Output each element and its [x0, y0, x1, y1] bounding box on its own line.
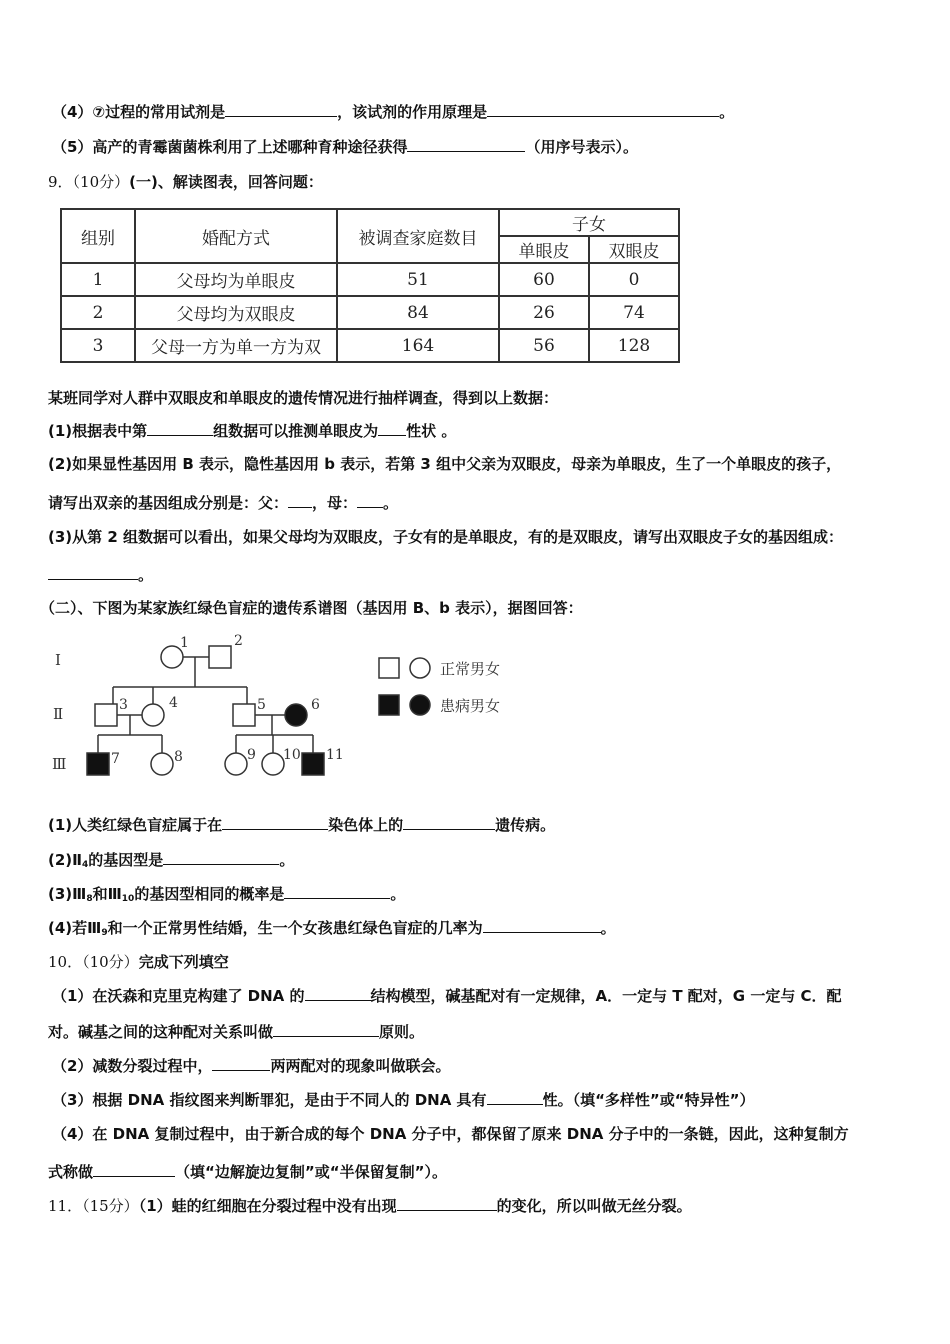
pedigree-chart [40, 625, 540, 785]
person-number: 8 [174, 749, 183, 765]
q10-part2: （2）减数分裂过程中， 两两配对的现象叫做联会。 [52, 1057, 451, 1075]
table-subheader: 双眼皮 [589, 236, 679, 263]
person-number: 1 [180, 635, 189, 651]
table-row: 2 父母均为双眼皮 84 26 74 [61, 296, 679, 329]
answer-blank[interactable] [407, 137, 525, 152]
person-number: 3 [119, 697, 128, 713]
person-number: 7 [111, 751, 120, 767]
table-header: 婚配方式 [135, 209, 337, 263]
person-5 [233, 704, 255, 726]
q10-part4-line2: 式称做 （填“边解旋边复制”或“半保留复制”）。 [48, 1163, 447, 1181]
q10-part1-line2: 对。碱基之间的这种配对关系叫做 原则。 [48, 1023, 425, 1041]
table-header: 子女 [499, 209, 679, 236]
person-number: 5 [257, 697, 266, 713]
q9-sub3-line2: 。 [48, 565, 153, 585]
answer-blank[interactable] [487, 1090, 543, 1105]
q10-part1-line1: （1）在沃森和克里克构建了 DNA 的 结构模型，碱基配对有一定规律，A．一定与 T 配对，G 一定与 C．配 [52, 987, 842, 1005]
q8-part4: （4）⑦过程的常用试剂是 ，该试剂的作用原理是 。 [52, 103, 735, 121]
legend-normal-label: 正常男女 [440, 660, 501, 678]
answer-blank[interactable] [397, 1196, 497, 1211]
person-number: 6 [311, 697, 320, 713]
person-8 [151, 753, 173, 775]
person-6 [285, 704, 307, 726]
person-7 [87, 753, 109, 775]
q8-part5: （5）高产的青霉菌菌株利用了上述哪种育种途径获得 （用序号表示）。 [52, 138, 638, 156]
answer-blank[interactable] [403, 815, 495, 830]
person-3 [95, 704, 117, 726]
q9-b2: $(2)Ⅱ_4$的基因型是 。 [48, 851, 295, 870]
answer-blank[interactable] [225, 102, 337, 117]
person-4 [142, 704, 164, 726]
person-10 [262, 753, 284, 775]
answer-blank[interactable] [357, 493, 383, 508]
person-2 [209, 646, 231, 668]
answer-blank[interactable] [163, 850, 279, 865]
q9-sub2-line2: 请写出双亲的基因组成分别是：父： ，母： 。 [48, 494, 399, 512]
answer-blank[interactable] [48, 565, 138, 580]
q9-b4: (4)若$Ⅲ_9$和一个正常男性结婚，生一个女孩患红绿色盲症的几率为 。 [48, 919, 616, 938]
q10-header: 10．（10分）完成下列填空 [48, 953, 229, 971]
q9-header: 9．（10分）(一)、解读图表，回答问题： [48, 173, 323, 191]
person-number: 2 [234, 633, 243, 649]
person-number: 4 [169, 695, 178, 711]
answer-blank[interactable] [378, 421, 406, 436]
q9-intro: 某班同学对人群中双眼皮和单眼皮的遗传情况进行抽样调查，得到以上数据： [48, 389, 559, 407]
answer-blank[interactable] [288, 493, 312, 508]
table-row: 1 父母均为单眼皮 51 60 0 [61, 263, 679, 296]
q10-part4-line1: （4）在 DNA 复制过程中，由于新合成的每个 DNA 分子中，都保留了原来 DNA 分子中的一条链，因此，这种复制方 [52, 1125, 849, 1143]
generation-label: Ⅱ [53, 705, 64, 723]
legend-normal-female [410, 658, 430, 678]
q9-sub1: (1)根据表中第 组数据可以推测单眼皮为 性状 。 [48, 422, 457, 440]
answer-blank[interactable] [284, 884, 390, 899]
q9-b3: $(3)Ⅲ_8$和$Ⅲ_{10}$的基因型相同的概率是 。 [48, 885, 406, 904]
person-number: 11 [326, 747, 344, 763]
q9-sub2-line1: (2)如果显性基因用 B 表示，隐性基因用 b 表示，若第 3 组中父亲为双眼皮，母亲为单眼皮，生了一个单眼皮的孩子， [48, 455, 842, 473]
table-row: 3 父母一方为单一方为双 164 56 128 [61, 329, 679, 362]
answer-blank[interactable] [93, 1162, 175, 1177]
answer-blank[interactable] [222, 815, 328, 830]
answer-blank[interactable] [483, 918, 601, 933]
legend-normal-male [379, 658, 399, 678]
q9-part2-title: （二）、下图为某家族红绿色盲症的遗传系谱图（基因用 B、b 表示），据图回答： [40, 599, 583, 617]
q9-b1: (1)人类红绿色盲症属于在 染色体上的 遗传病。 [48, 816, 556, 834]
answer-blank[interactable] [487, 102, 719, 117]
table-header: 被调查家庭数目 [337, 209, 499, 263]
person-9 [225, 753, 247, 775]
answer-blank[interactable] [147, 421, 213, 436]
table-header: 组别 [61, 209, 135, 263]
table-subheader: 单眼皮 [499, 236, 589, 263]
person-number: 9 [247, 747, 256, 763]
eyelid-survey-table [60, 208, 680, 363]
q9-sub3-line1: (3)从第 2 组数据可以看出，如果父母均为双眼皮，子女有的是单眼皮，有的是双眼皮，请写出双眼皮子女的基因组成： [48, 528, 844, 546]
q10-part3: （3）根据 DNA 指纹图来判断罪犯，是由于不同人的 DNA 具有 性。（填“多样性”或“特异性”） [52, 1091, 755, 1109]
generation-label: Ⅲ [52, 755, 67, 773]
answer-blank[interactable] [273, 1022, 379, 1037]
person-11 [302, 753, 324, 775]
legend-affected-male [379, 695, 399, 715]
answer-blank[interactable] [212, 1056, 270, 1071]
person-number: 10 [283, 747, 301, 763]
q11-part1: 11．（15分）（1）蛙的红细胞在分裂过程中没有出现 的变化，所以叫做无丝分裂。 [48, 1197, 692, 1215]
generation-label: Ⅰ [55, 651, 61, 669]
legend-affected-female [410, 695, 430, 715]
answer-blank[interactable] [305, 986, 371, 1001]
legend-affected-label: 患病男女 [440, 697, 501, 715]
